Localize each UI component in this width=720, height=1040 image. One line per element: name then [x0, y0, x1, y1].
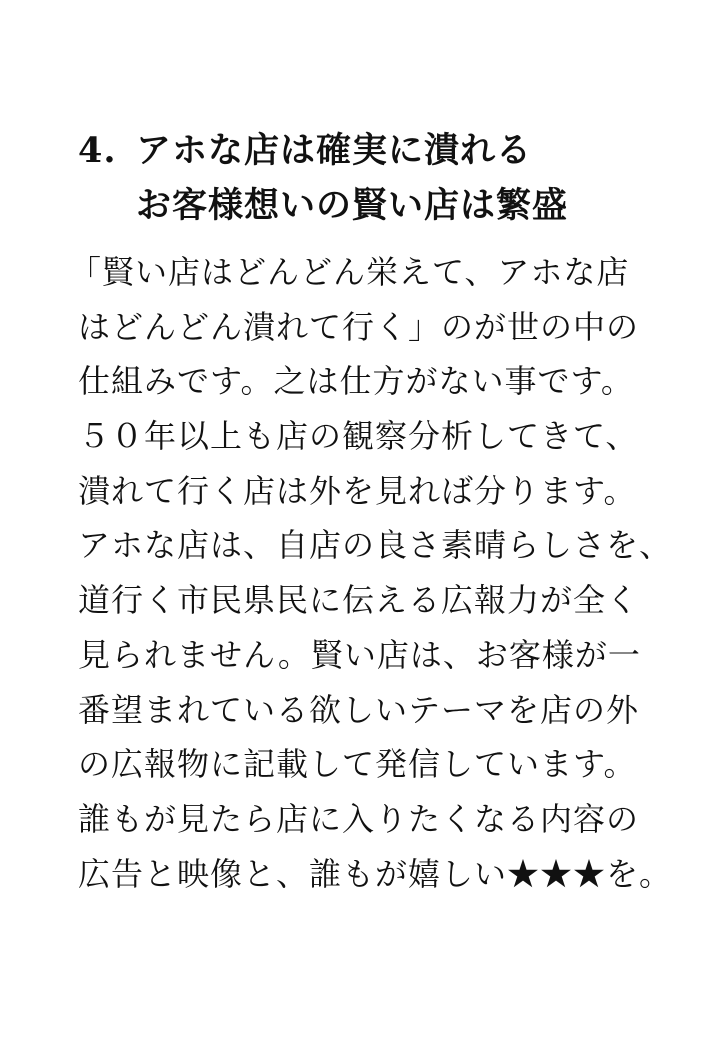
body-line-2: はどんどん潰れて行く」のが世の中の [78, 307, 640, 346]
article-body [69, 245, 698, 901]
body-line-7: 道行く市民県民に伝える広報力が全く [78, 581, 640, 620]
body-line-9: 番望まれている欲しいテーマを店の外 [78, 690, 640, 729]
heading-title-line-2: お客様想いの賢い店は繁盛 [136, 185, 569, 227]
body-line-1: 「賢い店はどんどん栄えて、アホな店 [69, 253, 630, 291]
body-line-8: 見られません。賢い店は、お客様が一 [78, 635, 641, 674]
body-line-10: の広報物に記載して発信しています。 [78, 745, 637, 784]
section-heading [78, 123, 678, 233]
body-line-6: アホな店は、自店の良さ素晴らしさを、 [78, 526, 673, 565]
body-line-11: 誰もが見たら店に入りたくなる内容の [78, 799, 640, 838]
body-line-4: ５０年以上も店の観察分析してきて、 [78, 417, 639, 456]
section-number: 4. [78, 130, 117, 172]
body-line-5: 潰れて行く店は外を見れば分ります。 [78, 471, 637, 510]
body-line-3: 仕組みです。之は仕方がない事です。 [78, 362, 634, 401]
body-line-12: 広告と映像と、誰もが嬉しい★★★を。 [78, 854, 673, 893]
heading-line-1 [78, 123, 678, 178]
heading-title-line-1: アホな店は確実に潰れる [136, 130, 533, 172]
